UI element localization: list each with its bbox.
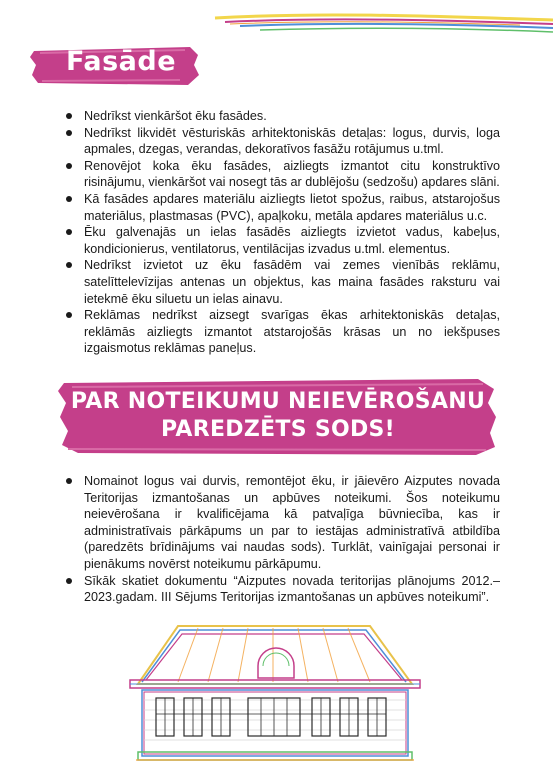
list-item: Nomainot logus vai durvis, remontējot ēku, ir jāievēro Aizputes novada Teritorijas izmantošanas un apbūves noteikumi. Šos noteikumu neievērošana ir kvalificējama kā patvaļīga būvniecība, kas ir administratīvais pārkāpums un par to iestājas administratīvā atbildība (paredzēts brīdinājums vai naudas sods). Turklāt, vainīgajai personai ir pienākums novērst noteikumu pārkāpumu.: [62, 473, 500, 573]
list-item: Nedrīkst izvietot uz ēku fasādēm vai zemes vienībās reklāmu, satelīttelevīzijas antenas un objektus, kas maina fasādes raksturu vai ietekmē ēku siluetu un ielas ainavu.: [62, 257, 500, 307]
facade-rules-list: [62, 108, 500, 357]
list-item: Ēku galvenajās un ielas fasādēs aizliegts izvietot vadus, kabeļus, kondicionierus, ventilatorus, ventilācijas izvadus u.tml. elementus.: [62, 224, 500, 257]
warning-line-2: PAREDZĒTS SODS!: [160, 417, 396, 442]
list-item: Kā fasādes apdares materiālu aizliegts lietot spožus, raibus, atstarojošus materiālus, plastmasas (PVC), apaļkoku, metāla apdares materiālus u.c.: [62, 191, 500, 224]
list-item: Nedrīkst likvidēt vēsturiskās arhitektoniskās detaļas: logus, durvis, loga apmales, dzegas, verandas, dekoratīvos fasāžu rotājumus u.tml.: [62, 125, 500, 158]
house-illustration: [108, 614, 440, 764]
list-item: Renovējot koka ēku fasādes, aizliegts izmantot citu konstruktīvo risinājumu, vienkāršot vai nosegt tās ar dublējošu (sedzošu) apdares slāni.: [62, 158, 500, 191]
list-item: Reklāmas nedrīkst aizsegt svarīgas ēkas arhitektoniskās detaļas, reklāmās aizliegts izmantot atstarojošās krāsas un no iekšpuses izgaismotus reklāmas paneļus.: [62, 307, 500, 357]
penalty-warning-banner: [58, 377, 498, 457]
list-item: Nedrīkst vienkāršot ēku fasādes.: [62, 108, 500, 125]
warning-line-1: PAR NOTEIKUMU NEIEVĒROŠANU: [70, 389, 486, 414]
penalty-notes-list: [62, 473, 500, 606]
page-title: Fasāde: [66, 46, 177, 77]
list-item: Sīkāk skatiet dokumentu “Aizputes novada teritorijas plānojums 2012.–2023.gadam. III Sējums Teritorijas izmantošanas un apbūves noteikumi”.: [62, 573, 500, 606]
